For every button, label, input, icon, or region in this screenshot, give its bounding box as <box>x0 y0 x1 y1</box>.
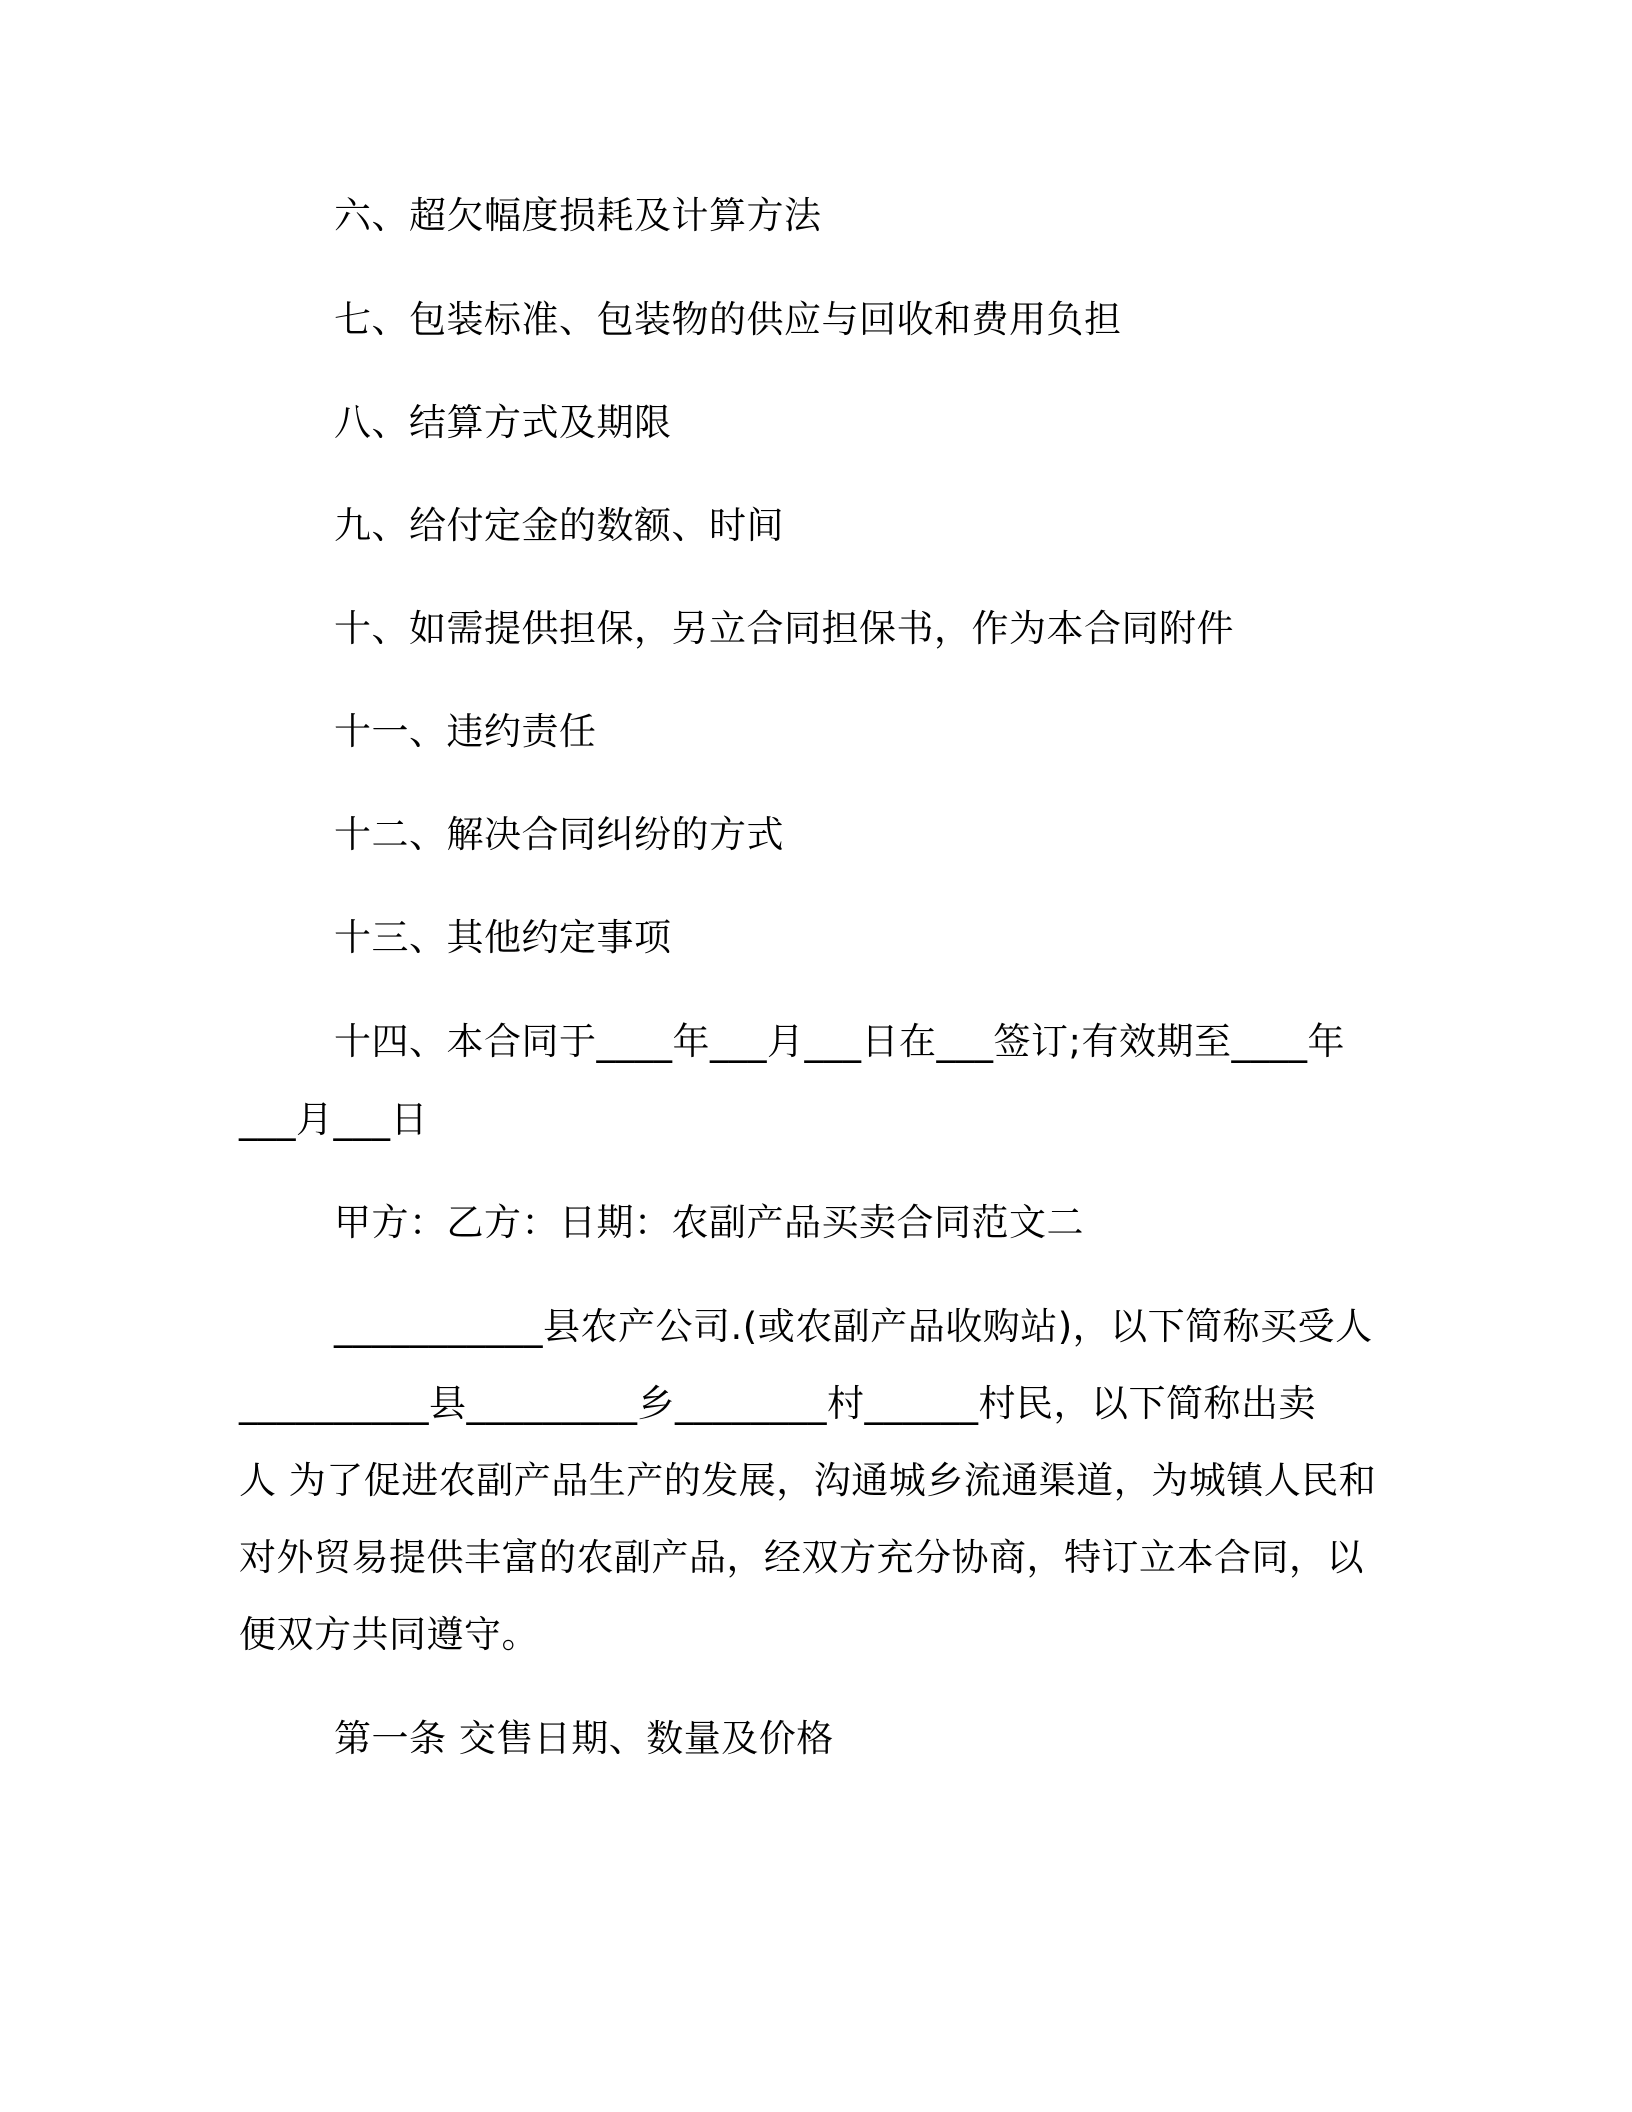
clause-9: 九、给付定金的数额、时间 <box>334 504 784 547</box>
clause-14-line1: 十四、本合同于____年___月___日在___签订;有效期至____年 <box>334 1020 1345 1063</box>
clause-14-line2: ___月___日 <box>239 1098 428 1141</box>
clause-13: 十三、其他约定事项 <box>334 916 672 959</box>
signature-line: 甲方：乙方：日期：农副产品买卖合同范文二 <box>334 1201 1084 1244</box>
article-1-heading: 第一条 交售日期、数量及价格 <box>334 1717 834 1760</box>
clause-11: 十一、违约责任 <box>334 710 597 753</box>
clause-8: 八、结算方式及期限 <box>334 401 672 444</box>
intro-line-3: 人 为了促进农副产品生产的发展，沟通城乡流通渠道，为城镇人民和 <box>239 1459 1377 1502</box>
intro-line-5: 便双方共同遵守。 <box>239 1613 539 1656</box>
intro-line-2: __________县_________乡________村______村民，以下简称出卖 <box>239 1382 1316 1425</box>
clause-12: 十二、解决合同纠纷的方式 <box>334 813 784 856</box>
clause-10: 十、如需提供担保，另立合同担保书，作为本合同附件 <box>334 607 1234 650</box>
intro-line-1: ___________县农产公司.(或农副产品收购站)，以下简称买受人 <box>334 1305 1373 1348</box>
clause-6: 六、超欠幅度损耗及计算方法 <box>334 194 822 237</box>
intro-line-4: 对外贸易提供丰富的农副产品，经双方充分协商，特订立本合同，以 <box>239 1536 1364 1579</box>
clause-7: 七、包装标准、包装物的供应与回收和费用负担 <box>334 298 1122 341</box>
